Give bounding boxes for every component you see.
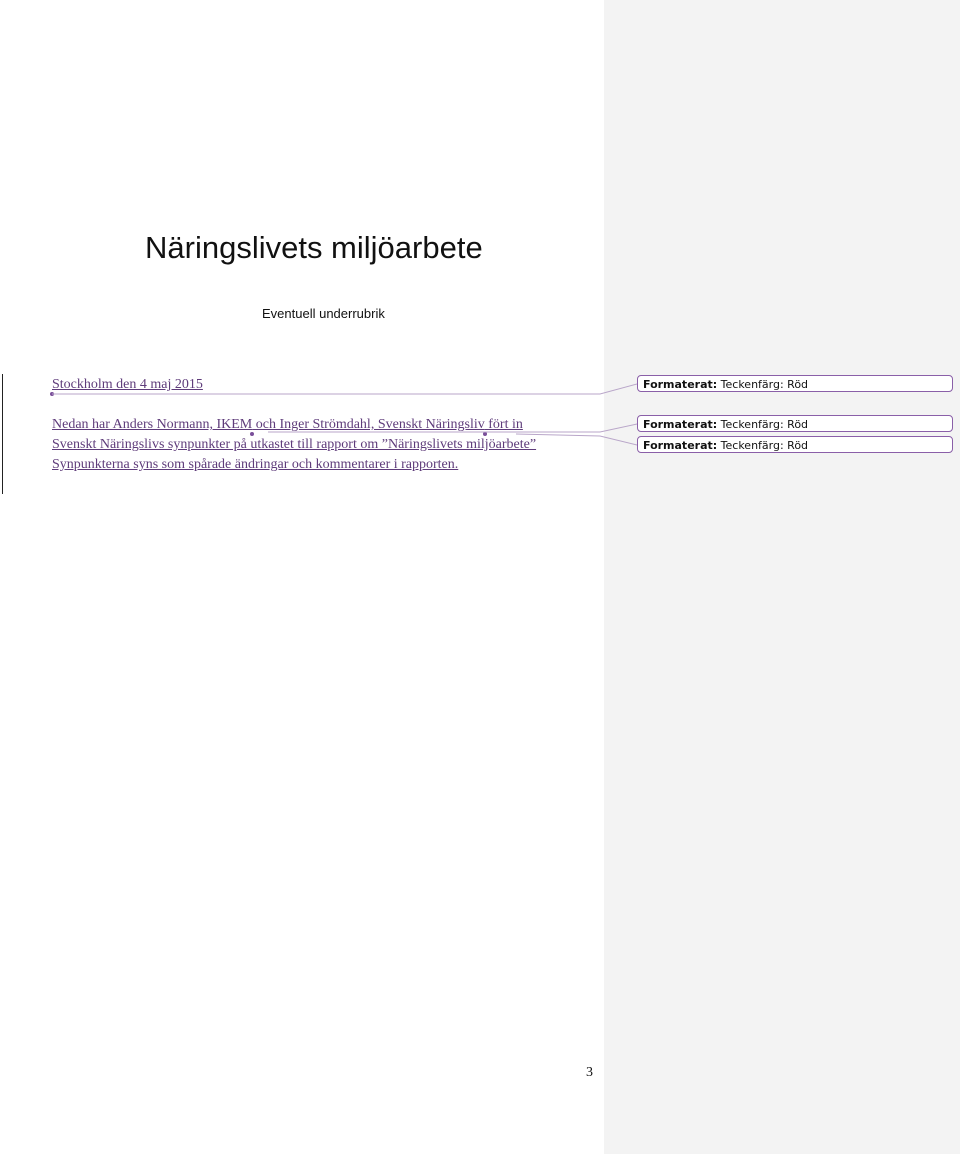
- change-bar: [2, 374, 3, 494]
- balloon-text: Teckenfärg: Röd: [717, 378, 809, 391]
- body-line-3[interactable]: Synpunkterna syns som spårade ändringar och kommentarer i rapporten.: [52, 457, 459, 472]
- body-line-1-part-b: och Inger Strömdahl, Svenskt Näringsliv: [252, 417, 485, 432]
- markup-pane: [604, 0, 960, 1154]
- balloon-text: Teckenfärg: Röd: [717, 439, 809, 452]
- page-number: 3: [586, 1065, 593, 1080]
- format-balloon-3[interactable]: [637, 436, 953, 453]
- format-balloon-1[interactable]: [637, 375, 953, 392]
- body-line-2[interactable]: Svenskt Näringslivs synpunkter på utkastet till rapport om ”Näringslivets miljöarbete”: [52, 437, 537, 452]
- body-line-1-part-c: fört in: [484, 417, 523, 432]
- format-balloon-2[interactable]: [637, 415, 953, 432]
- balloon-label: Formaterat:: [643, 418, 718, 431]
- date-line[interactable]: [52, 377, 203, 393]
- balloon-label: Formaterat:: [643, 439, 718, 452]
- body-line-1-part-a: Nedan har Anders Normann, IKEM: [52, 417, 253, 432]
- body-line-1[interactable]: [52, 417, 523, 433]
- date-line-text: Stockholm den 4 maj 2015: [52, 377, 203, 392]
- document-title[interactable]: Näringslivets miljöarbete: [145, 230, 483, 265]
- balloon-label: Formaterat:: [643, 378, 718, 391]
- document-subtitle[interactable]: Eventuell underrubrik: [262, 306, 385, 321]
- balloon-text: Teckenfärg: Röd: [717, 418, 809, 431]
